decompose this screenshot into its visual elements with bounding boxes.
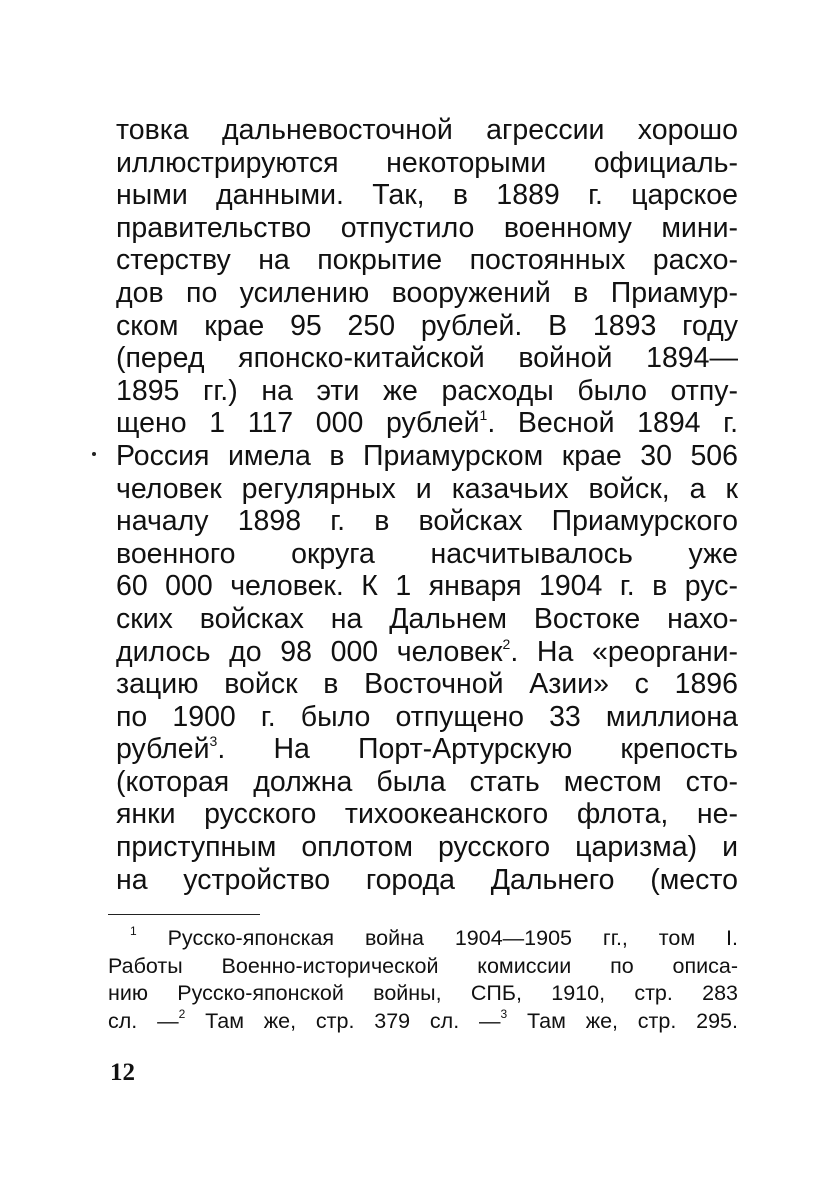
footnote-marker-2: 2	[178, 1006, 186, 1021]
text-line: ском крае 95 250 рублей. В 1893 году	[116, 309, 738, 342]
footnote-text: сл. —	[108, 1008, 179, 1033]
text-line: по 1900 г. было отпущено 33 миллиона	[116, 700, 738, 733]
text-fragment: рублей	[116, 733, 210, 766]
text-fragment: дилось до 98 000 человек	[116, 635, 503, 668]
footnote-text: Русско-японская война 1904—1905 гг., том I.	[167, 926, 738, 950]
footnote-divider	[108, 914, 260, 915]
footnote-ref-3: 3	[209, 733, 218, 750]
print-speck	[92, 452, 96, 456]
footnotes	[108, 925, 738, 1035]
footnote-ref-1: 1	[479, 407, 488, 424]
text-line: человек регулярных и казачьих войск, а к	[116, 472, 738, 505]
main-text	[116, 114, 738, 896]
text-line: (перед японско-китайской войной 1894—	[116, 342, 738, 375]
text-line	[116, 733, 738, 766]
text-fragment: . На Порт-Артурскую крепость	[217, 733, 738, 766]
text-line: дов по усилению вооружений в Приамур-	[116, 276, 738, 309]
footnote-line: Работы Военно-исторической комиссии по описа-	[108, 953, 738, 978]
text-fragment: . Весной 1894 г.	[487, 407, 739, 440]
text-line: стерству на покрытие постоянных расхо-	[116, 244, 738, 277]
text-line: Россия имела в Приамурском крае 30 506	[116, 439, 738, 472]
text-line: иллюстрируются некоторыми официаль-	[116, 146, 738, 179]
footnote-text: Там же, стр. 379 сл. —	[205, 1008, 501, 1033]
text-line: товка дальневосточной агрессии хорошо	[116, 114, 738, 146]
page-number: 12	[110, 1059, 135, 1086]
text-fragment: щено 1 117 000 рублей	[116, 407, 480, 440]
footnote-line	[108, 925, 738, 953]
text-line: приступным оплотом русского царизма) и	[116, 831, 738, 864]
text-line	[116, 407, 738, 440]
footnote-marker-1: 1	[130, 924, 137, 938]
footnote-line: нию Русско-японской войны, СПБ, 1910, стр. 283	[108, 981, 738, 1005]
footnote-line	[108, 1008, 738, 1036]
text-line: зацию войск в Восточной Азии» с 1896	[116, 668, 738, 701]
footnote-marker-3: 3	[500, 1006, 508, 1021]
text-fragment: . На «реоргани-	[510, 635, 738, 668]
text-line: 60 000 человек. К 1 января 1904 г. в рус-	[116, 570, 738, 603]
text-line: 1895 гг.) на эти же расходы было отпу-	[116, 374, 738, 407]
text-line: военного округа насчитывалось уже	[116, 537, 738, 570]
text-line: янки русского тихоокеанского флота, не-	[116, 798, 738, 831]
text-line: началу 1898 г. в войсках Приамурского	[116, 505, 738, 538]
text-line: на устройство города Дальнего (место	[116, 863, 738, 896]
text-line: ских войсках на Дальнем Востоке нахо-	[116, 602, 738, 635]
footnote-ref-2: 2	[502, 635, 511, 652]
footnote-text: Там же, стр. 295.	[526, 1008, 738, 1033]
text-line	[116, 636, 738, 669]
text-line: (которая должна была стать местом сто-	[116, 765, 738, 798]
text-line: правительство отпустило военному мини-	[116, 211, 738, 244]
text-line: ными данными. Так, в 1889 г. царское	[116, 179, 738, 212]
